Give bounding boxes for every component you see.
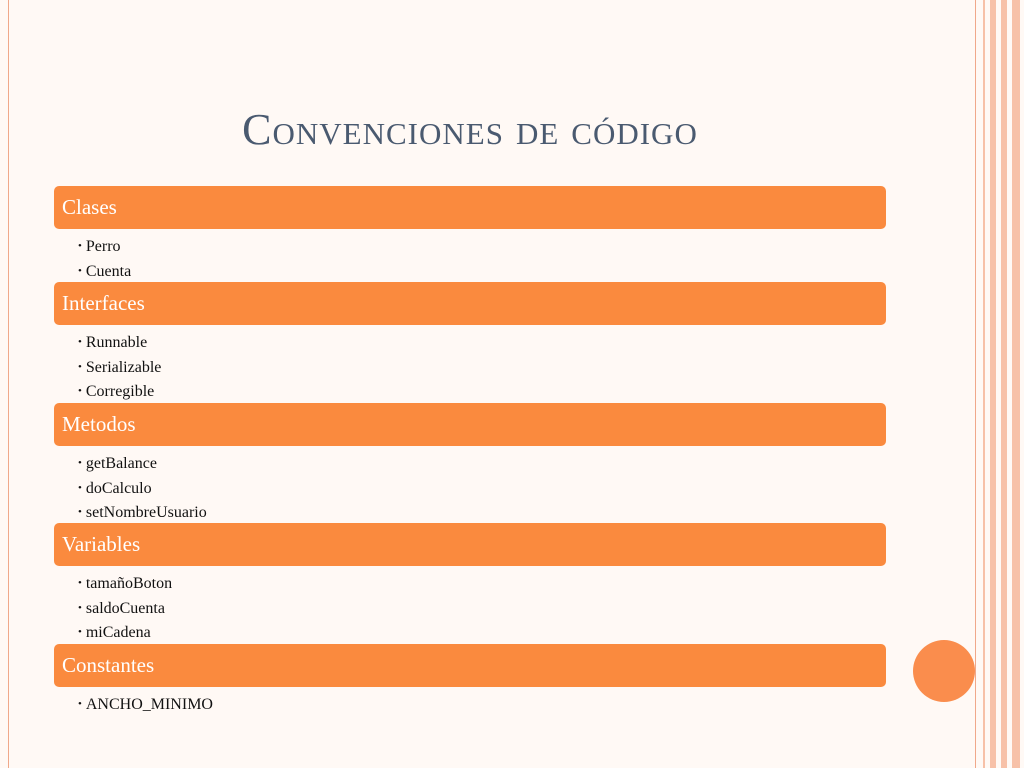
section-clases — [54, 186, 886, 283]
list-item: • doCalculo — [78, 479, 152, 497]
section-constantes — [54, 644, 886, 717]
decorative-stripe — [983, 0, 985, 768]
decorative-circle — [913, 640, 975, 702]
list-item: • Serializable — [78, 358, 162, 376]
section-heading: Constantes — [54, 644, 886, 687]
list-item: • Perro — [78, 238, 121, 255]
item-list — [54, 687, 886, 717]
list-item: • setNombreUsuario — [78, 504, 207, 521]
section-interfaces — [54, 282, 886, 404]
list-item: • Cuenta — [78, 262, 132, 280]
item-list — [54, 446, 886, 525]
decorative-stripe — [990, 0, 996, 768]
item-list — [54, 566, 886, 645]
list-item: • ANCHO_MINIMO — [78, 696, 213, 713]
item-list — [54, 229, 886, 283]
section-heading: Clases — [54, 186, 886, 229]
section-metodos — [54, 403, 886, 525]
section-variables — [54, 523, 886, 645]
decorative-stripe — [1001, 0, 1007, 768]
list-item: • Corregible — [78, 383, 155, 400]
list-item: • saldoCuenta — [78, 599, 165, 617]
section-heading: Interfaces — [54, 282, 886, 325]
list-item: • getBalance — [78, 455, 157, 472]
section-heading: Variables — [54, 523, 886, 566]
item-list — [54, 325, 886, 404]
slide-title: Convenciones de código — [242, 105, 698, 154]
decorative-stripe — [1012, 0, 1020, 768]
list-item: • miCadena — [78, 624, 151, 641]
section-heading: Metodos — [54, 403, 886, 446]
list-item: • tamañoBoton — [78, 575, 173, 592]
list-item: • Runnable — [78, 334, 148, 351]
